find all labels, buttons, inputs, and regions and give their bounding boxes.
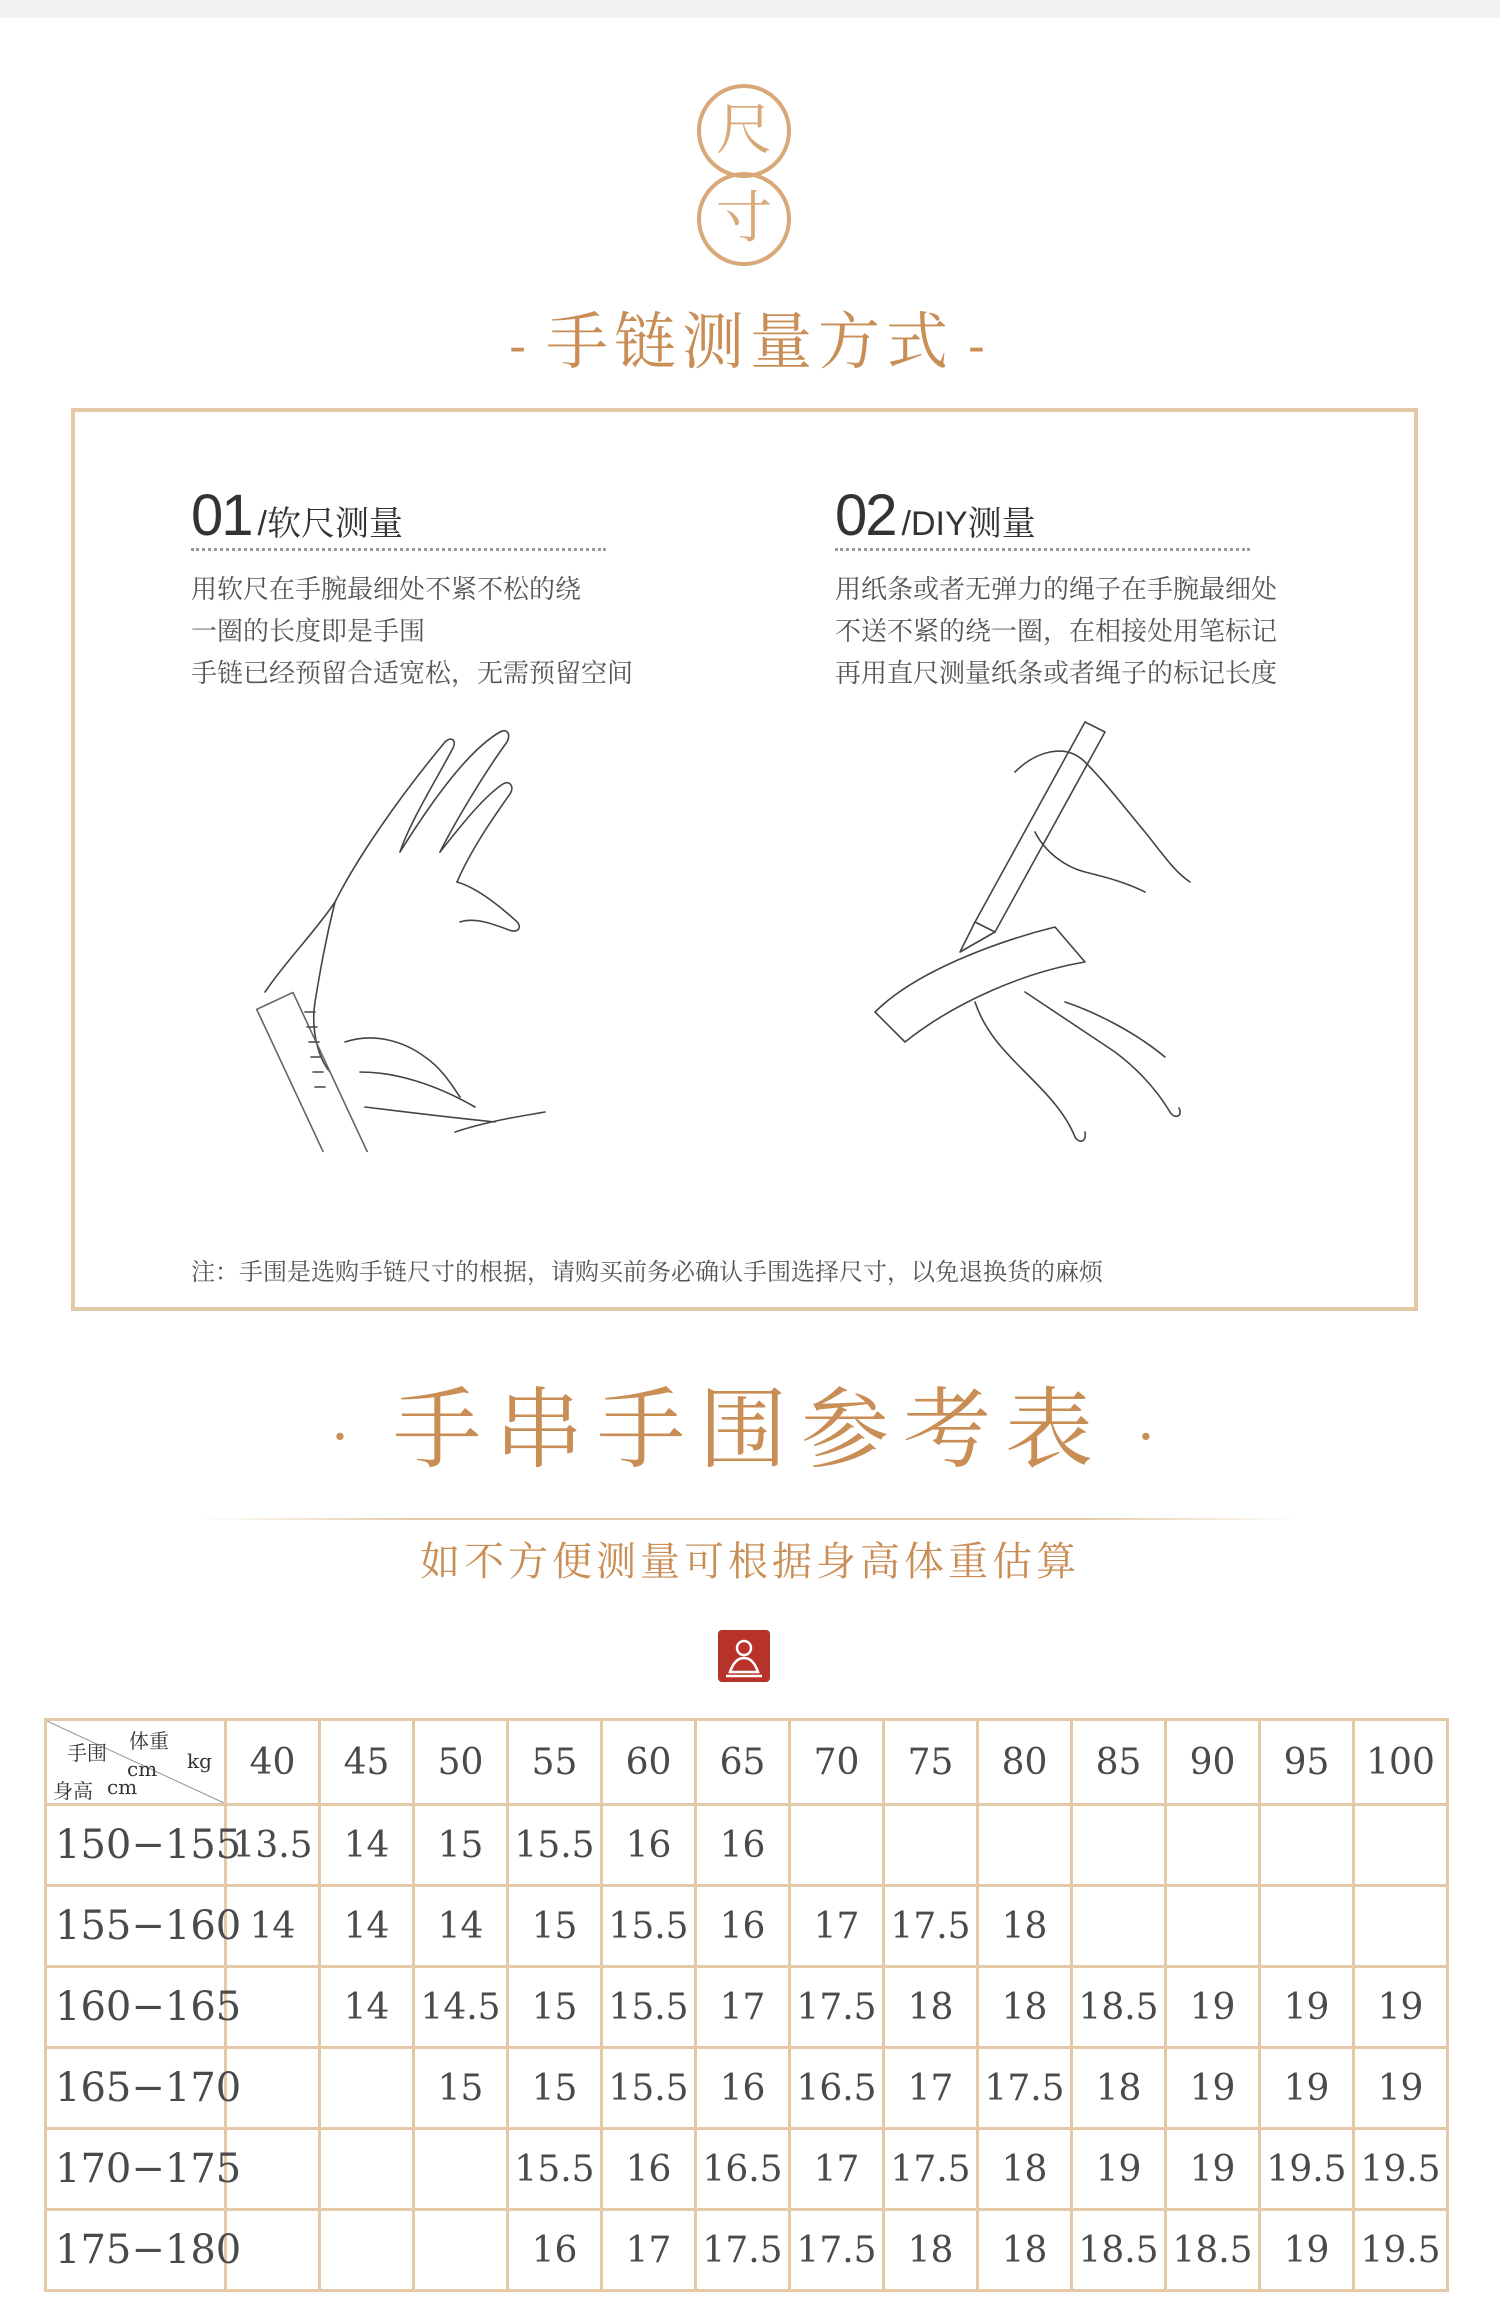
wrist-size-cell: 16	[696, 1886, 790, 1967]
title-dot-left: ·	[331, 1404, 363, 1470]
corner-wrist: 手围	[67, 1741, 107, 1765]
wrist-size-cell: 14	[414, 1886, 508, 1967]
wrist-size-cell: 18	[978, 1886, 1072, 1967]
weight-header: 100	[1354, 1720, 1448, 1805]
wrist-size-cell: 15	[508, 1886, 602, 1967]
seal-char-1: 尺	[697, 84, 791, 178]
wrist-size-cell: 15	[508, 1967, 602, 2048]
size-seal	[697, 84, 791, 260]
corner-wrist-unit: cm	[127, 1757, 158, 1781]
wrist-size-cell	[1260, 1886, 1354, 1967]
weight-header: 55	[508, 1720, 602, 1805]
wrist-size-cell: 17.5	[884, 1886, 978, 1967]
wrist-size-cell: 18	[978, 2129, 1072, 2210]
wrist-size-cell: 16	[696, 2048, 790, 2129]
wrist-size-cell	[884, 1805, 978, 1886]
table-row	[46, 2048, 1448, 2129]
title-dash-right: -	[968, 317, 991, 375]
method-2	[835, 482, 1355, 695]
weight-header: 50	[414, 1720, 508, 1805]
weight-header: 70	[790, 1720, 884, 1805]
height-range: 150−155	[46, 1805, 226, 1886]
table-row	[46, 2129, 1448, 2210]
title-dot-right: ·	[1137, 1404, 1169, 1470]
corner-height-unit: cm	[107, 1775, 138, 1799]
wrist-size-cell: 19.5	[1354, 2129, 1448, 2210]
table-row	[46, 1967, 1448, 2048]
method-frame	[71, 408, 1418, 1311]
seal-stamp-icon	[716, 1628, 772, 1684]
wrist-size-cell: 19	[1260, 2210, 1354, 2291]
wrist-size-cell: 16	[602, 2129, 696, 2210]
wrist-size-cell	[1072, 1886, 1166, 1967]
wrist-size-cell	[320, 2048, 414, 2129]
wrist-size-cell: 19.5	[1354, 2210, 1448, 2291]
weight-header: 60	[602, 1720, 696, 1805]
wrist-size-cell: 18.5	[1072, 2210, 1166, 2291]
height-range: 155−160	[46, 1886, 226, 1967]
wrist-size-cell: 19.5	[1260, 2129, 1354, 2210]
method-2-number: 02	[835, 483, 896, 548]
height-range: 175−180	[46, 2210, 226, 2291]
wrist-size-cell: 18	[884, 1967, 978, 2048]
height-range: 160−165	[46, 1967, 226, 2048]
wrist-size-cell: 17	[790, 2129, 884, 2210]
wrist-size-cell: 17.5	[790, 1967, 884, 2048]
wrist-size-cell: 16	[696, 1805, 790, 1886]
wrist-size-cell: 14	[320, 1886, 414, 1967]
wrist-size-cell: 19	[1166, 2129, 1260, 2210]
wrist-size-cell: 16	[508, 2210, 602, 2291]
wrist-size-cell: 18	[1072, 2048, 1166, 2129]
wrist-size-cell	[978, 1805, 1072, 1886]
method-1-description: 用软尺在手腕最细处不紧不松的绕 一圈的长度即是手围 手链已经预留合适宽松，无需预留空间	[191, 575, 634, 689]
top-bar	[0, 0, 1500, 18]
wrist-size-cell: 14	[320, 1967, 414, 2048]
wrist-size-cell: 15.5	[602, 1886, 696, 1967]
reference-title	[0, 1360, 1500, 1486]
weight-header: 65	[696, 1720, 790, 1805]
weight-header: 40	[226, 1720, 320, 1805]
weight-header: 80	[978, 1720, 1072, 1805]
wrist-size-cell	[1166, 1805, 1260, 1886]
reference-divider	[200, 1518, 1300, 1520]
wrist-size-cell: 19	[1166, 1967, 1260, 2048]
wrist-size-cell: 19	[1260, 1967, 1354, 2048]
table-header-row	[46, 1720, 1448, 1805]
wrist-size-cell	[790, 1805, 884, 1886]
title-dash-left: -	[509, 317, 532, 375]
wrist-size-cell: 18	[884, 2210, 978, 2291]
wrist-size-cell: 16	[602, 1805, 696, 1886]
height-range: 170−175	[46, 2129, 226, 2210]
wrist-size-cell: 18.5	[1072, 1967, 1166, 2048]
weight-header: 85	[1072, 1720, 1166, 1805]
weight-header: 45	[320, 1720, 414, 1805]
table-row	[46, 1886, 1448, 1967]
wrist-size-cell: 19	[1354, 2048, 1448, 2129]
wrist-size-cell: 17.5	[790, 2210, 884, 2291]
method-2-subtitle: /DIY测量	[901, 505, 1036, 543]
wrist-size-cell: 15	[508, 2048, 602, 2129]
corner-weight-unit: kg	[187, 1749, 212, 1773]
weight-header: 90	[1166, 1720, 1260, 1805]
wrist-size-cell: 17	[696, 1967, 790, 2048]
method-1-number: 01	[191, 483, 252, 548]
dotted-divider	[191, 548, 606, 551]
hand-tape-measure-illustration	[225, 712, 625, 1152]
wrist-size-cell: 14.5	[414, 1967, 508, 2048]
wrist-size-cell	[414, 2210, 508, 2291]
table-corner	[46, 1720, 226, 1805]
size-reference-table	[44, 1718, 1449, 2292]
weight-header: 95	[1260, 1720, 1354, 1805]
wrist-size-cell: 15.5	[602, 1967, 696, 2048]
corner-height: 身高	[53, 1779, 93, 1803]
seal-char-2: 寸	[697, 172, 791, 266]
wrist-size-cell: 13.5	[226, 1805, 320, 1886]
wrist-size-cell: 16.5	[696, 2129, 790, 2210]
wrist-size-cell: 18	[978, 2210, 1072, 2291]
method-title	[0, 292, 1500, 381]
wrist-size-cell: 17	[790, 1886, 884, 1967]
reference-subtitle: 如不方便测量可根据身高体重估算	[420, 1539, 1080, 1585]
wrist-size-cell: 15.5	[508, 2129, 602, 2210]
wrist-size-cell: 15.5	[602, 2048, 696, 2129]
corner-weight: 体重	[129, 1729, 169, 1753]
wrist-size-cell: 19	[1260, 2048, 1354, 2129]
wrist-size-cell: 17.5	[884, 2129, 978, 2210]
wrist-size-cell: 14	[226, 1886, 320, 1967]
wrist-size-cell: 19	[1072, 2129, 1166, 2210]
wrist-size-cell: 17.5	[978, 2048, 1072, 2129]
wrist-size-cell: 15	[414, 2048, 508, 2129]
wrist-size-cell	[1166, 1886, 1260, 1967]
wrist-size-cell: 19	[1166, 2048, 1260, 2129]
method-2-description: 用纸条或者无弹力的绳子在手腕最细处 不送不紧的绕一圈，在相接处用笔标记 再用直尺测量纸条或者绳子的标记长度	[835, 575, 1278, 689]
wrist-size-cell: 18	[978, 1967, 1072, 2048]
wrist-size-cell	[1072, 1805, 1166, 1886]
dotted-divider	[835, 548, 1250, 551]
reference-title-text: 手串手围参考表	[392, 1378, 1107, 1481]
wrist-size-cell: 18.5	[1166, 2210, 1260, 2291]
method-title-text: 手链测量方式	[545, 305, 954, 378]
wrist-size-cell	[320, 2129, 414, 2210]
wrist-size-cell: 15	[414, 1805, 508, 1886]
wrist-size-cell: 17	[602, 2210, 696, 2291]
wrist-size-cell	[1354, 1886, 1448, 1967]
height-range: 165−170	[46, 2048, 226, 2129]
wrist-size-cell: 16.5	[790, 2048, 884, 2129]
wrist-size-cell: 17	[884, 2048, 978, 2129]
wrist-size-cell	[1260, 1805, 1354, 1886]
wrist-size-cell: 19	[1354, 1967, 1448, 2048]
wrist-size-cell: 17.5	[696, 2210, 790, 2291]
wrist-size-cell	[414, 2129, 508, 2210]
wrist-size-cell	[1354, 1805, 1448, 1886]
measurement-note: 注：手围是选购手链尺寸的根据，请购买前务必确认手围选择尺寸，以免退换货的麻烦	[191, 1258, 1103, 1286]
table-row	[46, 2210, 1448, 2291]
method-1	[191, 482, 711, 695]
weight-header: 75	[884, 1720, 978, 1805]
wrist-size-cell: 15.5	[508, 1805, 602, 1886]
table-row	[46, 1805, 1448, 1886]
wrist-size-cell: 14	[320, 1805, 414, 1886]
hand-pen-paper-illustration	[835, 712, 1255, 1152]
wrist-size-cell	[320, 2210, 414, 2291]
method-1-subtitle: /软尺测量	[257, 505, 403, 543]
